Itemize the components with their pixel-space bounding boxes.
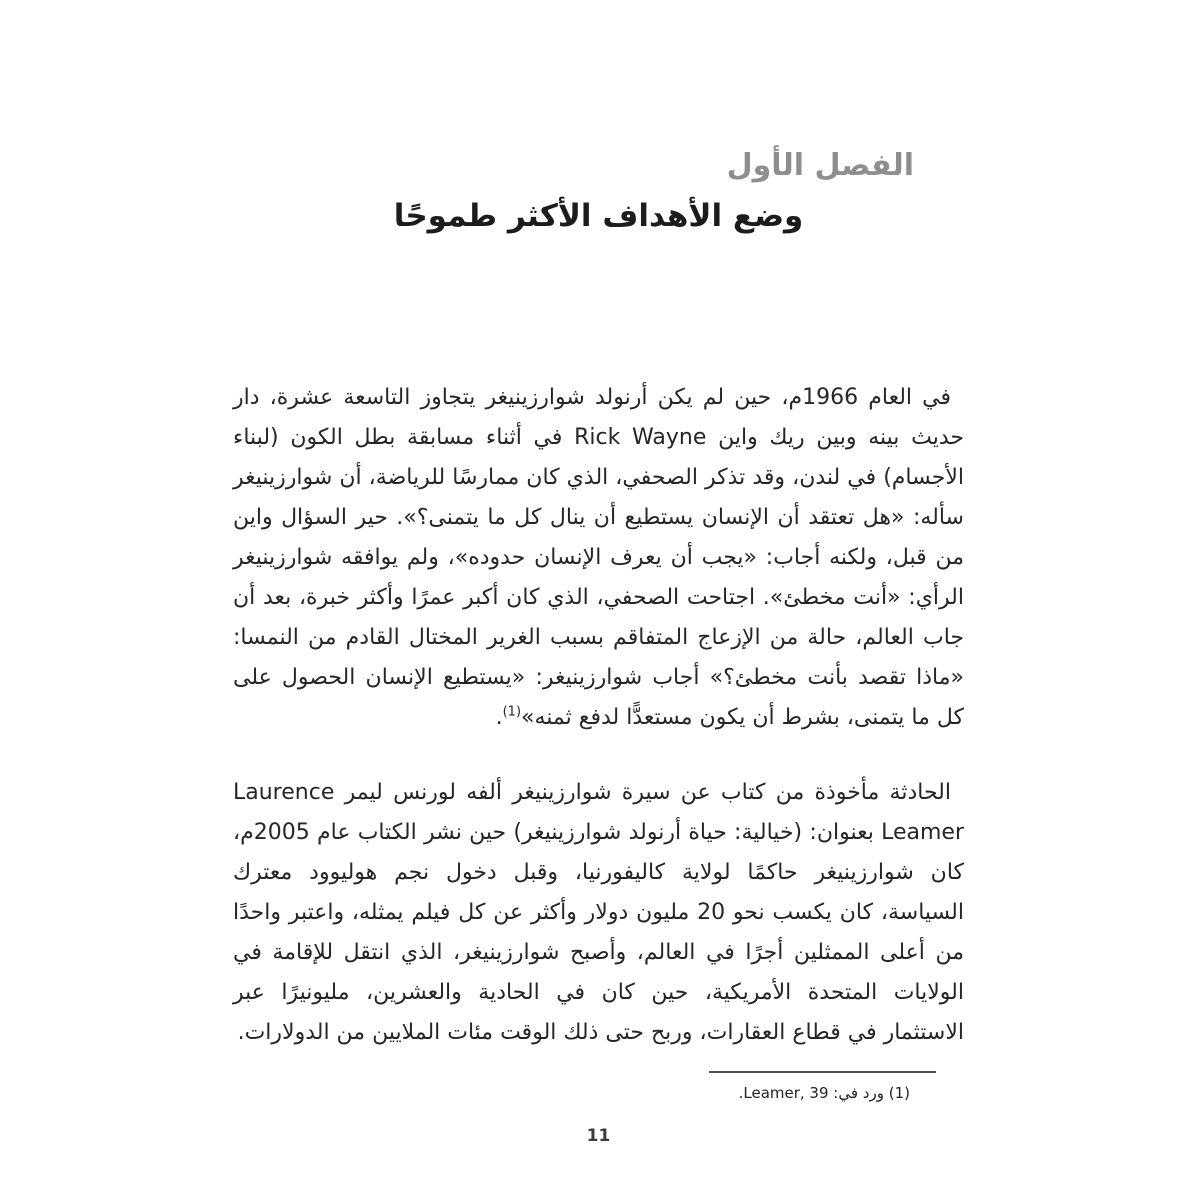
chapter-heading: الفصل الأول [726, 148, 914, 183]
body-text [233, 378, 964, 1053]
page-number: 11 [586, 1126, 611, 1146]
paragraph-1-text: في العام 1966م، حين لم يكن أرنولد شوارزينيغر يتجاوز التاسعة عشرة، دار حديث بينه وبين ريك واين Rick Wayne في أثناء مسابقة بطل الكون (لبناء الأجسام) في لندن، وقد تذكر الصحفي، الذي كان ممارسًا للرياضة، أن شوارزينيغر سأله: «هل تعتقد أن الإنسان يستطيع أن ينال كل ما يتمنى؟». حير السؤال واين من قبل، ولكنه أجاب: «يجب أن يعرف الإنسان حدوده»، ولم يوافقه شوارزينيغر الرأي: «أنت مخطئ». اجتاحت الصحفي، الذي كان أكبر عمرًا وأكثر خبرة، بعد أن جاب العالم، حالة من الإزعاج المتفاقم بسبب الغرير المختال القادم من النمسا: «ماذا تقصد بأنت مخطئ؟» أجاب شوارزينيغر: «يستطيع الإنسان الحصول على كل ما يتمنى، بشرط أن يكون مستعدًّا لدفع ثمنه» [233, 385, 964, 730]
footnote-area [709, 1071, 936, 1102]
footnote-divider [709, 1071, 936, 1073]
paragraph-1-end-punctuation: . [495, 705, 503, 730]
footnote: (1) ورد في: Leamer, 39. [738, 1084, 910, 1102]
page-title: وضع الأهداف الأكثر طموحًا [393, 198, 804, 234]
paragraph-1 [233, 378, 964, 738]
paragraph-2: الحادثة مأخوذة من كتاب عن سيرة شوارزينيغر ألفه لورنس ليمر Laurence Leamer بعنوان: (خيالية: حياة أرنولد شوارزينيغر) حين نشر الكتاب عام 2005م، كان شوارزينيغر حاكمًا لولاية كاليفورنيا، وقبل دخول نجم هوليوود معترك السياسة، كان يكسب نحو 20 مليون دولار وأكثر عن كل فيلم يمثله، واعتبر واحدًا من أعلى الممثلين أجرًا في العالم، وأصبح شوارزينيغر، الذي انتقل للإقامة في الولايات المتحدة الأمريكية، حين كان في الحادية والعشرين، مليونيرًا عبر الاستثمار في قطاع العقارات، وربح حتى ذلك الوقت مئات الملايين من الدولارات. [233, 780, 964, 1045]
footnote-marker: (1) [502, 704, 522, 720]
